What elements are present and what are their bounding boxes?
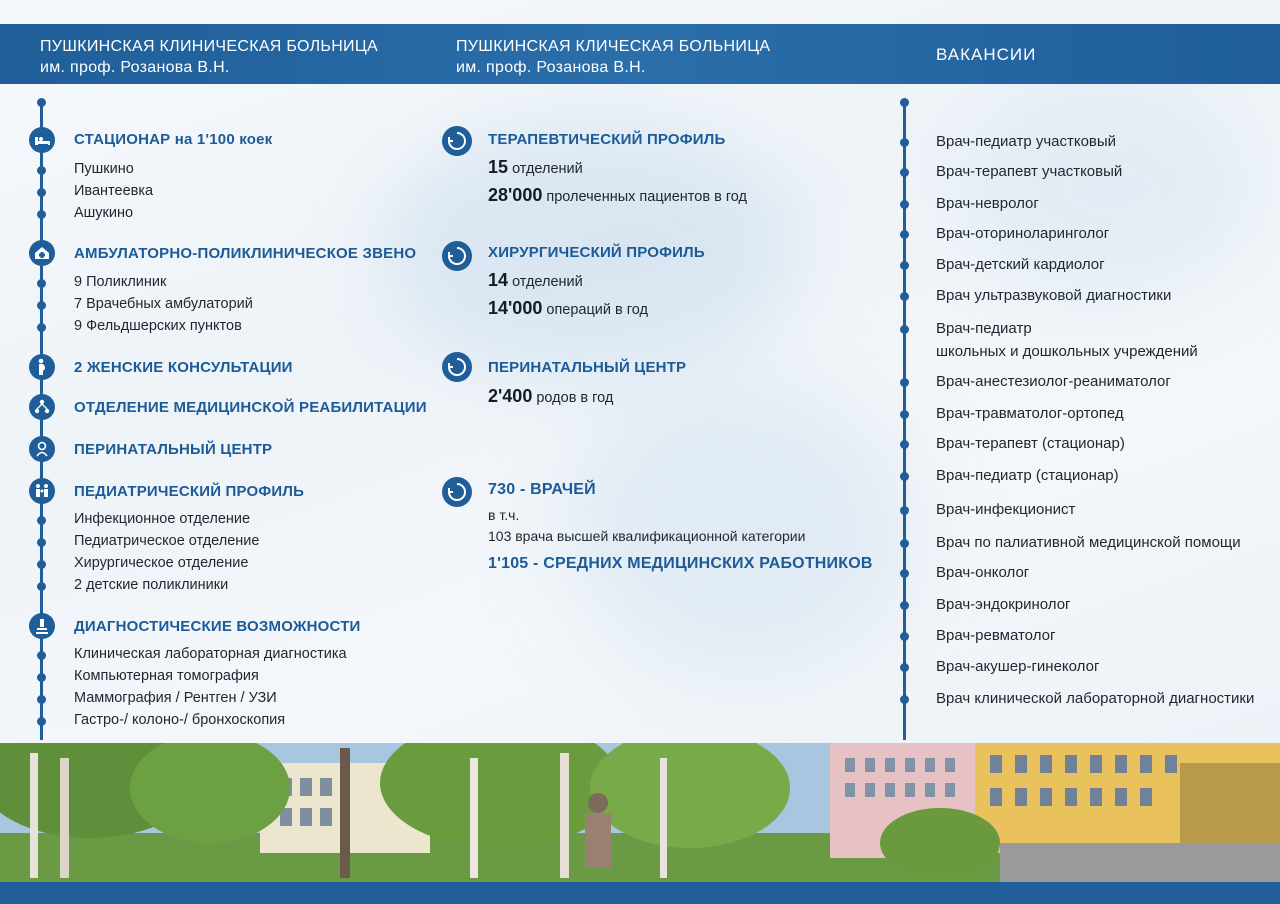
list-item: Инфекционное отделение <box>74 511 251 527</box>
microscope-icon <box>29 613 55 639</box>
timeline-dot <box>900 601 909 610</box>
timeline-dot <box>37 323 46 332</box>
vacancy-item: Врач-педиатр <box>936 320 1032 337</box>
timeline-dot <box>900 292 909 301</box>
surgery-t2: операций в год <box>546 302 648 318</box>
timeline-dot <box>900 261 909 270</box>
header-col2-line2: им. проф. Розанова В.Н. <box>456 59 646 76</box>
ambulatory-title: АМБУЛАТОРНО-ПОЛИКЛИНИЧЕСКОЕ ЗВЕНО <box>74 245 417 262</box>
mid-staff-title: 1'105 - СРЕДНИХ МЕДИЦИНСКИХ РАБОТНИКОВ <box>488 555 873 572</box>
surgery-cycle-icon <box>442 241 472 271</box>
timeline-dot <box>37 301 46 310</box>
doctors-sub2: 103 врача высшей квалификационной категории <box>488 528 806 544</box>
header-col1-line1: ПУШКИНСКАЯ КЛИНИЧЕСКАЯ БОЛЬНИЦА <box>40 38 378 55</box>
perinatal-stat-1 <box>488 386 613 407</box>
vacancy-item: Врач-терапевт (стационар) <box>936 435 1125 452</box>
vacancy-item: Врач-невролог <box>936 195 1039 212</box>
perinatal-title: ПЕРИНАТАЛЬНЫЙ ЦЕНТР <box>74 441 273 458</box>
timeline-dot <box>37 210 46 219</box>
timeline-dot <box>900 506 909 515</box>
surgery-title: ХИРУРГИЧЕСКИЙ ПРОФИЛЬ <box>488 244 705 261</box>
header-col1 <box>40 36 378 78</box>
timeline-dot <box>37 651 46 660</box>
stationary-title-suffix: на 1'100 коек <box>174 131 273 148</box>
list-item: 9 Фельдшерских пунктов <box>74 318 242 334</box>
header-col2 <box>456 36 770 78</box>
timeline-dot <box>37 188 46 197</box>
family-icon <box>29 478 55 504</box>
timeline-dot <box>900 230 909 239</box>
vacancy-item: Врач ультразвуковой диагностики <box>936 287 1172 304</box>
vacancy-item: Врач клинической лабораторной диагностики <box>936 690 1255 707</box>
timeline-dot <box>900 168 909 177</box>
therapy-t1: отделений <box>512 161 583 177</box>
baby-icon <box>29 436 55 462</box>
footer-band <box>0 882 1280 904</box>
timeline-dot <box>37 166 46 175</box>
stationary-title <box>74 131 272 148</box>
timeline-dot <box>900 200 909 209</box>
vacancy-item: Врач-анестезиолог-реаниматолог <box>936 373 1171 390</box>
rehab-title: ОТДЕЛЕНИЕ МЕДИЦИНСКОЙ РЕАБИЛИТАЦИИ <box>74 399 427 416</box>
clinic-house-icon <box>29 240 55 266</box>
therapy-cycle-icon <box>442 126 472 156</box>
hospital-campus-photo <box>0 743 1280 883</box>
vacancy-item: Врач-терапевт участковый <box>936 163 1123 180</box>
vacancy-item: Врач-онколог <box>936 564 1030 581</box>
stationary-title-main: СТАЦИОНАР <box>74 131 171 148</box>
timeline-dot <box>37 538 46 547</box>
list-item: Гастро-/ колоно-/ бронхоскопия <box>74 712 286 728</box>
timeline-dot <box>900 663 909 672</box>
list-item: Хирургическое отделение <box>74 555 249 571</box>
timeline-dot <box>37 98 46 107</box>
list-item: Клиническая лабораторная диагностика <box>74 646 347 662</box>
therapy-stat-2 <box>488 185 747 206</box>
timeline-dot <box>37 695 46 704</box>
list-item: Ивантеевка <box>74 183 154 199</box>
vacancy-item: Врач-ревматолог <box>936 627 1056 644</box>
diagnostics-title: ДИАГНОСТИЧЕСКИЕ ВОЗМОЖНОСТИ <box>74 618 361 635</box>
timeline-dot <box>900 695 909 704</box>
doctors-cycle-icon <box>442 477 472 507</box>
list-item: 2 детские поликлиники <box>74 577 229 593</box>
surgery-n2: 14'000 <box>488 298 543 318</box>
women-consultations-title: 2 ЖЕНСКИЕ КОНСУЛЬТАЦИИ <box>74 359 293 376</box>
list-item: 7 Врачебных амбулаторий <box>74 296 253 312</box>
timeline-dot <box>900 539 909 548</box>
list-item: 9 Поликлиник <box>74 274 167 290</box>
list-item: Компьютерная томография <box>74 668 259 684</box>
timeline-dot <box>900 138 909 147</box>
list-item: Ашукино <box>74 205 134 221</box>
vacancy-item: Врач-педиатр участковый <box>936 133 1117 150</box>
timeline-dot <box>37 673 46 682</box>
vacancy-item: Врач-инфекционист <box>936 501 1076 518</box>
timeline-dot <box>37 560 46 569</box>
timeline-dot <box>900 472 909 481</box>
header-col2-line1: ПУШКИНСКАЯ КЛИЧЕСКАЯ БОЛЬНИЦА <box>456 38 771 55</box>
list-item: Маммография / Рентген / УЗИ <box>74 690 277 706</box>
timeline-dot <box>900 632 909 641</box>
middle-perinatal-title: ПЕРИНАТАЛЬНЫЙ ЦЕНТР <box>488 359 687 376</box>
doctors-sub1: в т.ч. <box>488 507 520 523</box>
timeline-dot <box>900 440 909 449</box>
therapy-stat-1 <box>488 157 583 178</box>
timeline-dot <box>900 410 909 419</box>
timeline-dot <box>37 582 46 591</box>
timeline-dot <box>37 717 46 726</box>
surgery-stat-1 <box>488 270 583 291</box>
surgery-t1: отделений <box>512 274 583 290</box>
timeline-dot <box>37 279 46 288</box>
list-item: Педиатрическое отделение <box>74 533 260 549</box>
header-vacancies-title: ВАКАНСИИ <box>936 45 1037 64</box>
vacancy-item: Врач-эндокринолог <box>936 596 1071 613</box>
timeline-dot <box>900 378 909 387</box>
therapy-n2: 28'000 <box>488 185 543 205</box>
doctors-title: 730 - ВРАЧЕЙ <box>488 481 596 498</box>
therapy-n1: 15 <box>488 157 509 177</box>
perinatal-cycle-icon <box>442 352 472 382</box>
therapy-title: ТЕРАПЕВТИЧЕСКИЙ ПРОФИЛЬ <box>488 131 726 148</box>
pregnant-woman-icon <box>29 354 55 380</box>
timeline-dot <box>900 98 909 107</box>
vacancy-item: Врач-педиатр (стационар) <box>936 467 1119 484</box>
timeline-dot <box>900 325 909 334</box>
timeline-dot <box>37 516 46 525</box>
header-col1-line2: им. проф. Розанова В.Н. <box>40 59 230 76</box>
vacancy-item: школьных и дошкольных учреждений <box>936 343 1198 360</box>
therapy-t2: пролеченных пациентов в год <box>546 189 747 205</box>
perinatal-n1: 2'400 <box>488 386 533 406</box>
bed-icon <box>29 127 55 153</box>
rehab-network-icon <box>29 394 55 420</box>
vacancy-item: Врач-детский кардиолог <box>936 256 1105 273</box>
timeline-dot <box>900 569 909 578</box>
vacancy-item: Врач-оториноларинголог <box>936 225 1110 242</box>
vacancy-item: Врач по палиативной медицинской помощи <box>936 534 1241 551</box>
vacancy-item: Врач-акушер-гинеколог <box>936 658 1100 675</box>
list-item: Пушкино <box>74 161 134 177</box>
surgery-n1: 14 <box>488 270 509 290</box>
surgery-stat-2 <box>488 298 648 319</box>
perinatal-t1: родов в год <box>536 390 614 406</box>
right-timeline <box>903 100 906 740</box>
vacancy-item: Врач-травматолог-ортопед <box>936 405 1124 422</box>
pediatric-title: ПЕДИАТРИЧЕСКИЙ ПРОФИЛЬ <box>74 483 305 500</box>
